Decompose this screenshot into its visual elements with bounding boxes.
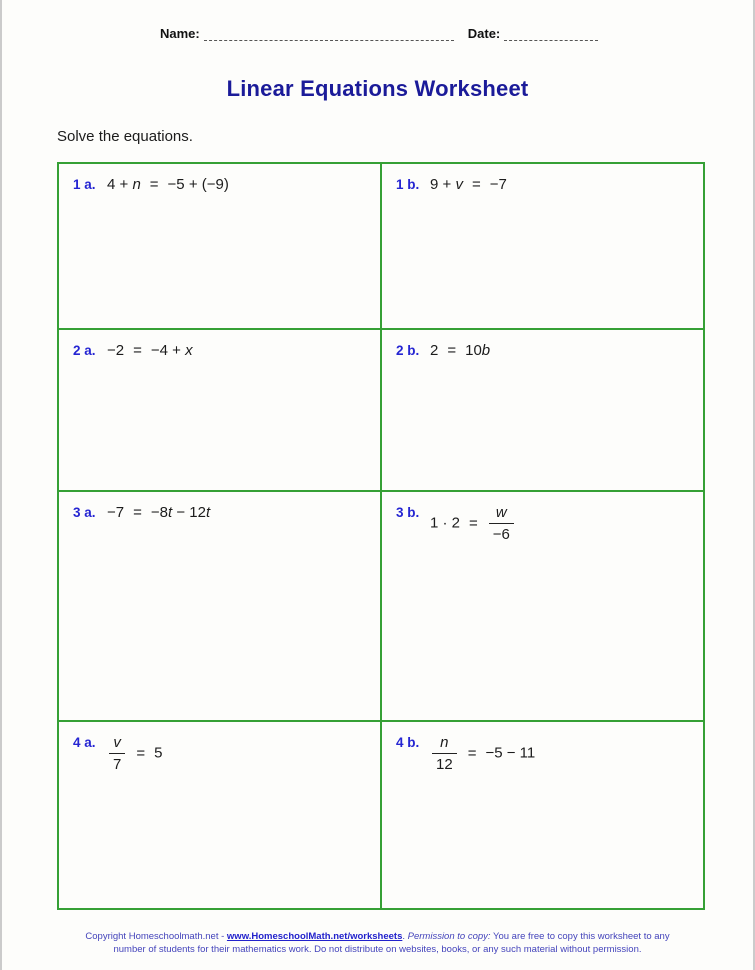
equals-sign: = [136,744,146,762]
eq-variable: n [132,176,141,193]
eq-text: 4 + [107,176,133,193]
problem-label: 3 a. [73,505,96,520]
equals-sign: = [471,176,481,193]
equation-4a [107,734,162,774]
eq-text: −4 + [150,342,186,359]
equals-sign: = [149,176,159,193]
problem-4a [73,734,374,774]
eq-variable: x [185,342,193,359]
fraction-numerator: w [495,504,507,521]
problem-label: 2 a. [73,343,96,358]
instructions-text: Solve the equations. [57,128,193,145]
fraction-numerator: n [440,734,449,751]
equation-1b [430,176,507,193]
table-row [58,491,704,721]
problem-cell-3a [58,491,381,721]
equals-sign: = [467,744,477,762]
fraction-numerator: v [113,734,121,751]
eq-text: 1 · 2 [430,514,461,532]
fraction-denominator: 7 [109,753,125,773]
eq-variable: t [205,504,211,521]
eq-variable: v [455,176,463,193]
fraction-denominator: −6 [489,523,514,543]
problem-4b [396,734,697,774]
eq-text: 9 + [430,176,456,193]
copyright-footer [2,931,753,956]
fraction-denominator: 12 [432,753,457,773]
footer-line-1 [2,931,753,944]
problem-2b [396,342,697,359]
equation-1a [107,176,229,193]
page-title: Linear Equations Worksheet [226,76,529,101]
date-label: Date: [467,26,501,41]
table-row [58,329,704,491]
equation-2b [430,342,490,359]
eq-variable: b [481,342,491,359]
worksheets-link[interactable]: www.HomeschoolMath.net/worksheets [226,931,403,942]
problem-cell-2b [381,329,704,491]
problem-cell-2a [58,329,381,491]
problem-label: 3 b. [396,505,420,520]
equation-4b [430,734,535,774]
problem-3b [396,504,697,544]
eq-text: 10 [465,342,482,359]
table-row [58,721,704,909]
problem-3a [73,504,374,521]
name-label: Name: [160,26,200,41]
problem-label: 1 b. [396,177,420,192]
equation-3a [107,504,210,521]
problem-2a [73,342,374,359]
eq-variable: t [167,504,173,521]
eq-text: −5 − 11 [485,744,536,762]
date-fill-line [504,28,598,41]
problems-table [57,162,705,910]
problem-cell-4a [58,721,381,909]
problem-cell-4b [381,721,704,909]
problem-cell-1a [58,163,381,329]
problem-label: 2 b. [396,343,420,358]
eq-text: −5 + (−9) [167,176,229,193]
eq-text: −7 [107,504,125,521]
footer-text: . [402,931,408,942]
footer-text: You are free to copy this worksheet to any [490,931,670,942]
problem-label: 4 a. [73,735,96,750]
footer-line-2: number of students for their mathematics work. Do not distribute on websites, books, or any such material without permission. [113,943,642,955]
eq-text: 5 [154,744,163,762]
fraction [109,734,125,774]
permission-to-copy-label: Permission to copy: [407,931,491,942]
equals-sign: = [447,342,457,359]
table-row [58,163,704,329]
fraction [432,734,457,774]
footer-text: Copyright Homeschoolmath.net - [85,931,227,942]
problem-cell-1b [381,163,704,329]
name-fill-line [204,28,454,41]
equation-2a [107,342,193,359]
problem-1a [73,176,374,193]
eq-text: 2 [430,342,439,359]
problem-1b [396,176,697,193]
problem-label: 1 a. [73,177,96,192]
equals-sign: = [133,342,142,359]
eq-text: −8 [150,504,168,521]
eq-text: −2 [107,342,125,359]
problem-label: 4 b. [396,735,420,750]
problem-cell-3b [381,491,704,721]
eq-text: −7 [489,176,507,193]
equals-sign: = [469,514,478,532]
equals-sign: = [133,504,142,521]
fraction [489,504,514,544]
name-date-row [160,26,713,41]
eq-text: − 12 [172,504,206,521]
equation-3b [430,504,516,544]
